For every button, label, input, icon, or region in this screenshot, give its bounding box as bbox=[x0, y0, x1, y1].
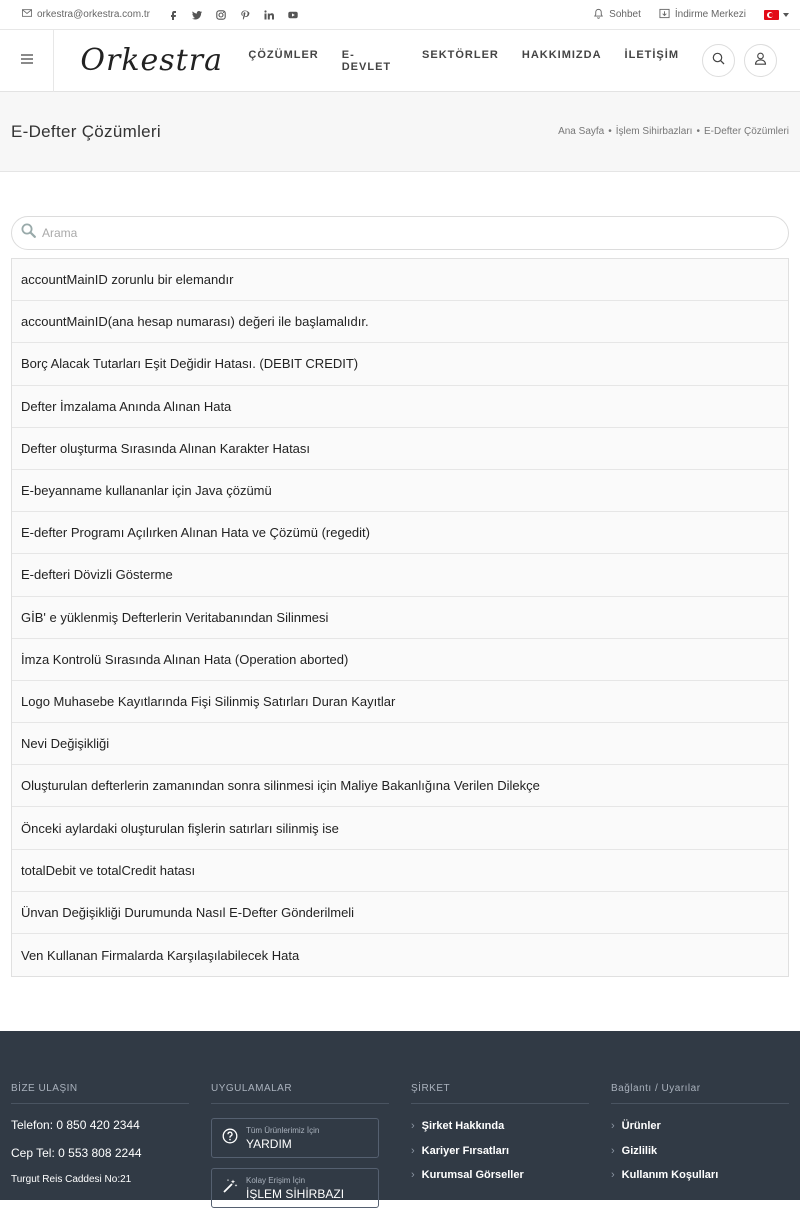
list-item[interactable]: Defter oluşturma Sırasında Alınan Karakter Hatası bbox=[12, 428, 788, 470]
breadcrumb-separator: • bbox=[696, 126, 700, 137]
instagram-icon[interactable] bbox=[216, 10, 226, 20]
footer-address: Turgut Reis Caddesi No:21 bbox=[11, 1174, 132, 1185]
top-bar bbox=[0, 0, 800, 30]
list-item[interactable]: Borç Alacak Tutarları Eşit Değidir Hatası. (DEBIT CREDIT) bbox=[12, 343, 788, 385]
breadcrumb-separator: • bbox=[608, 126, 612, 137]
nav-e-devlet[interactable]: E-DEVLET bbox=[341, 48, 392, 73]
search-icon bbox=[712, 52, 725, 70]
help-app-label: YARDIM bbox=[246, 1136, 292, 1151]
search-icon bbox=[21, 223, 36, 243]
magic-wand-icon bbox=[222, 1178, 238, 1199]
download-label: İndirme Merkezi bbox=[674, 9, 746, 20]
download-icon bbox=[659, 8, 670, 22]
page-title: E-Defter Çözümleri bbox=[11, 121, 161, 141]
footer-company bbox=[411, 1083, 589, 1188]
footer-phone[interactable]: Telefon: 0 850 420 2344 bbox=[11, 1118, 140, 1132]
list-item[interactable]: Logo Muhasebe Kayıtlarında Fişi Silinmiş Satırları Duran Kayıtlar bbox=[12, 681, 788, 723]
chat-link[interactable] bbox=[593, 8, 641, 22]
list-item[interactable]: Oluşturulan defterlerin zamanından sonra silinmesi için Maliye Bakanlığına Verilen Dilekçe bbox=[12, 765, 788, 807]
nav-hakkimizda[interactable]: HAKKIMIZDA bbox=[521, 48, 602, 61]
list-item[interactable]: Ven Kullanan Firmalarda Karşılaşılabilecek Hata bbox=[12, 934, 788, 976]
wizard-app-sub: Kolay Erişim İçin bbox=[246, 1175, 306, 1185]
list-item[interactable]: GİB' e yüklenmiş Defterlerin Veritabanından Silinmesi bbox=[12, 597, 788, 639]
wizard-app-label: İŞLEM SİHİRBAZI bbox=[246, 1186, 345, 1201]
nav-cozumler[interactable]: ÇÖZÜMLER bbox=[248, 48, 319, 61]
search-input[interactable] bbox=[42, 226, 742, 240]
help-app-sub: Tüm Ürünlerimiz İçin bbox=[246, 1125, 320, 1135]
breadcrumb-home[interactable]: Ana Sayfa bbox=[558, 126, 605, 137]
search-box bbox=[11, 216, 789, 250]
list-item[interactable]: Ünvan Değişikliği Durumunda Nasıl E-Defter Gönderilmeli bbox=[12, 892, 788, 934]
footer-link-products[interactable]: › Ürünler bbox=[611, 1114, 789, 1139]
list-item[interactable]: Önceki aylardaki oluşturulan fişlerin satırları silinmiş ise bbox=[12, 807, 788, 849]
solutions-list bbox=[11, 258, 789, 977]
main-nav bbox=[248, 49, 702, 73]
header-search-button[interactable] bbox=[702, 44, 735, 77]
mail-icon bbox=[22, 8, 32, 21]
language-selector[interactable] bbox=[764, 10, 789, 20]
nav-iletisim[interactable]: İLETİŞİM bbox=[624, 48, 679, 61]
email-link[interactable] bbox=[22, 8, 150, 21]
footer-link-terms[interactable]: › Kullanım Koşulları bbox=[611, 1163, 789, 1188]
facebook-icon[interactable] bbox=[168, 10, 178, 20]
footer-contact-heading: BİZE ULAŞIN bbox=[11, 1083, 189, 1104]
help-app-button[interactable] bbox=[211, 1118, 379, 1158]
footer-legal-heading: Bağlantı / Uyarılar bbox=[611, 1083, 789, 1104]
breadcrumb bbox=[558, 126, 789, 137]
social-links bbox=[168, 10, 298, 20]
footer-contact bbox=[11, 1083, 189, 1185]
nav-sektorler[interactable]: SEKTÖRLER bbox=[422, 48, 499, 61]
linkedin-icon[interactable] bbox=[264, 10, 274, 20]
menu-button[interactable] bbox=[0, 30, 54, 92]
list-item[interactable]: Nevi Değişikliği bbox=[12, 723, 788, 765]
wizard-app-button[interactable] bbox=[211, 1168, 379, 1208]
pinterest-icon[interactable] bbox=[240, 10, 250, 20]
hamburger-icon bbox=[20, 52, 34, 70]
footer-link-careers[interactable]: › Kariyer Fırsatları bbox=[411, 1139, 589, 1164]
footer-link-privacy[interactable]: › Gizlilik bbox=[611, 1139, 789, 1164]
email-text: orkestra@orkestra.com.tr bbox=[37, 9, 150, 20]
list-item[interactable]: İmza Kontrolü Sırasında Alınan Hata (Operation aborted) bbox=[12, 639, 788, 681]
list-item[interactable]: Defter İmzalama Anında Alınan Hata bbox=[12, 386, 788, 428]
list-item[interactable]: accountMainID zorunlu bir elemandır bbox=[12, 259, 788, 301]
chat-label: Sohbet bbox=[609, 9, 641, 20]
download-center-link[interactable] bbox=[659, 8, 746, 22]
footer-apps-heading: UYGULAMALAR bbox=[211, 1083, 389, 1104]
main-header bbox=[0, 30, 800, 92]
question-circle-icon bbox=[222, 1128, 238, 1149]
footer-legal bbox=[611, 1083, 789, 1188]
account-button[interactable] bbox=[744, 44, 777, 77]
footer-mobile[interactable]: Cep Tel: 0 553 808 2244 bbox=[11, 1146, 142, 1160]
list-item[interactable]: totalDebit ve totalCredit hatası bbox=[12, 850, 788, 892]
twitter-icon[interactable] bbox=[192, 10, 202, 20]
user-icon bbox=[754, 52, 767, 70]
turkey-flag-icon bbox=[764, 10, 779, 20]
breadcrumb-current: E-Defter Çözümleri bbox=[703, 126, 789, 137]
site-footer bbox=[0, 1031, 800, 1200]
list-item[interactable]: accountMainID(ana hesap numarası) değeri ile başlamalıdır. bbox=[12, 301, 788, 343]
footer-company-heading: ŞİRKET bbox=[411, 1083, 589, 1104]
caret-down-icon bbox=[783, 13, 789, 17]
footer-link-media[interactable]: › Kurumsal Görseller bbox=[411, 1163, 589, 1188]
youtube-icon[interactable] bbox=[288, 10, 298, 20]
breadcrumb-wizards[interactable]: İşlem Sihirbazları bbox=[615, 126, 693, 137]
page-title-band bbox=[0, 92, 800, 172]
list-item[interactable]: E-defteri Dövizli Gösterme bbox=[12, 554, 788, 596]
site-logo[interactable]: Orkestra bbox=[80, 43, 223, 78]
bell-icon bbox=[593, 8, 604, 22]
list-item[interactable]: E-beyanname kullananlar için Java çözümü bbox=[12, 470, 788, 512]
footer-link-about[interactable]: › Şirket Hakkında bbox=[411, 1114, 589, 1139]
footer-apps bbox=[211, 1083, 389, 1208]
list-item[interactable]: E-defter Programı Açılırken Alınan Hata ve Çözümü (regedit) bbox=[12, 512, 788, 554]
